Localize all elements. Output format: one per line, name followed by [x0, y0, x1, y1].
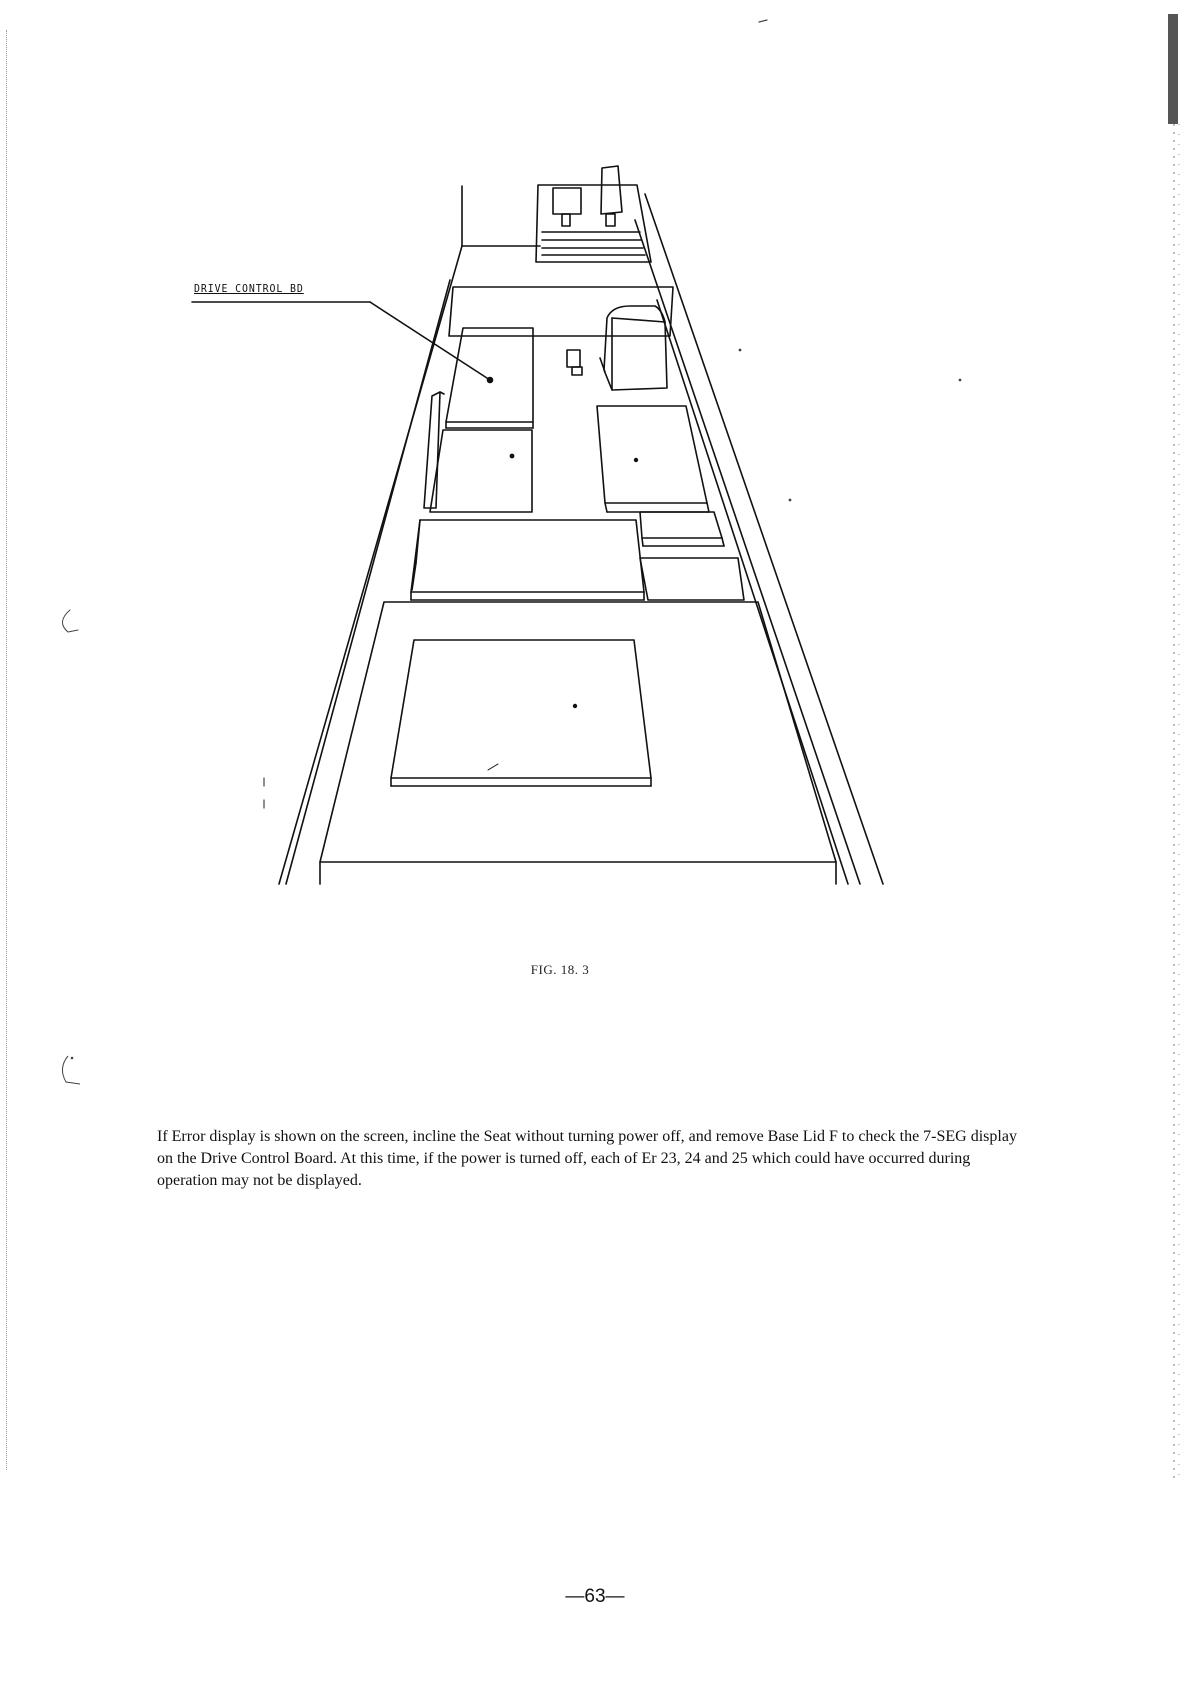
small-connector-block	[567, 350, 582, 375]
page-number: —63—	[565, 1586, 625, 1607]
instruction-paragraph: If Error display is shown on the screen, incline the Seat without turning power off, and remove Base Lid F to check the 7-SEG display on the Drive Control Board. At this time, if the power is turned off, each of Er 23, 24 and 25 which could have occurred during operation may not be displayed.	[157, 1128, 1017, 1189]
center-board	[411, 520, 644, 600]
right-board-upper	[597, 406, 709, 512]
left-board-lower	[430, 430, 532, 512]
lower-base-board	[391, 640, 651, 786]
frame-rails	[279, 186, 883, 884]
right-plate-small	[640, 512, 724, 546]
scan-specks	[37, 20, 961, 940]
drive-control-board	[446, 328, 533, 428]
top-motor-deck	[536, 166, 651, 262]
right-strip-plate	[640, 558, 744, 600]
figure-caption: FIG. 18. 3	[530, 962, 590, 977]
drive-control-bd-label: DRIVE CONTROL BD	[194, 282, 304, 295]
transformer-unit	[600, 306, 667, 390]
margin-bracket-mark	[52, 1052, 92, 1092]
callout-leader	[192, 302, 490, 380]
